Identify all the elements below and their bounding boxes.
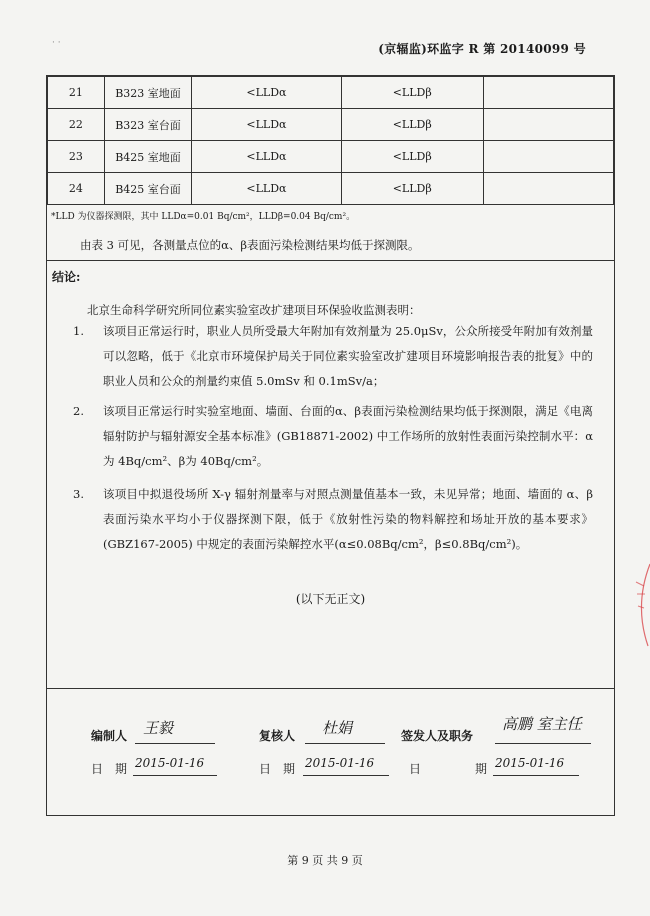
- item-number: 1.: [73, 324, 84, 338]
- remark-cell: [483, 173, 613, 205]
- compiler-label: 编制人: [91, 729, 128, 743]
- seal-stamp-fragment: [620, 560, 650, 650]
- issuer-date-label-b: 期: [475, 762, 488, 776]
- compiler-signature-line: [135, 743, 215, 744]
- lld-footnote: *LLD 为仪器探测限，其中 LLDα=0.01 Bq/cm²，LLDβ=0.04 Bq/cm²。: [51, 212, 356, 222]
- table-summary: 由表 3 可见，各测量点位的α、β表面污染检测结果均低于探测限。: [80, 238, 420, 252]
- compiler-date: 2015-01-16: [135, 756, 205, 770]
- item-text: 该项目正常运行时，职业人员所受最大年附加有效剂量为 25.0μSv，公众所接受年附加有效剂量可以忽略，低于《北京市环境保护局关于同位素实验室改扩建项目环境影响报告表的批复》中的职业人员和公众的剂量约束值 5.0mSv 和 0.1mSv/a；: [103, 324, 593, 388]
- signature-divider: [47, 688, 614, 689]
- compiler-date-label: 日 期: [91, 762, 128, 776]
- beta-result-cell: <LLDβ: [341, 173, 483, 205]
- location-cell: B323 室地面: [104, 77, 192, 109]
- item-text: 该项目正常运行时实验室地面、墙面、台面的α、β表面污染检测结果均低于探测限，满足《电离辐射防护与辐射源安全基本标准》(GB18871-2002) 中工作场所的放射性表面污染控制水平：α为 4Bq/cm²、β为 40Bq/cm²。: [103, 404, 593, 468]
- alpha-result-cell: <LLDα: [192, 77, 341, 109]
- item-number: 3.: [73, 487, 84, 501]
- punch-hole-mark: · ·: [52, 38, 61, 48]
- row-number-cell: 24: [48, 173, 105, 205]
- row-number-cell: 22: [48, 109, 105, 141]
- issuer-date-label-a: 日: [409, 762, 422, 776]
- conclusion-item: [73, 482, 593, 557]
- remark-cell: [483, 77, 613, 109]
- document-number: (京辐监)环监字 R 第 20140099 号: [378, 42, 586, 56]
- table-row: [48, 109, 614, 141]
- compiler-date-line: [133, 775, 217, 776]
- conclusion-intro: 北京生命科学研究所同位素实验室改扩建项目环保验收监测表明：: [87, 303, 421, 317]
- page-footer: 第 9 页 共 9 页: [287, 854, 363, 867]
- reviewer-date: 2015-01-16: [305, 756, 375, 770]
- page-frame: [46, 75, 615, 816]
- remark-cell: [483, 109, 613, 141]
- table-row: [48, 141, 614, 173]
- alpha-result-cell: <LLDα: [192, 109, 341, 141]
- table-row: [48, 173, 614, 205]
- issuer-signature-line: [495, 743, 591, 744]
- remark-cell: [483, 141, 613, 173]
- alpha-result-cell: <LLDα: [192, 141, 341, 173]
- issuer-date-line: [493, 775, 579, 776]
- reviewer-date-label: 日 期: [259, 762, 296, 776]
- reviewer-date-line: [303, 775, 389, 776]
- conclusion-item: [73, 319, 593, 394]
- row-number-cell: 21: [48, 77, 105, 109]
- conclusion-item: [73, 399, 593, 474]
- issuer-label: 签发人及职务: [401, 729, 474, 743]
- compiler-signature: 王毅: [143, 719, 174, 737]
- section-divider: [47, 260, 614, 261]
- item-text: 该项目中拟退役场所 X-γ 辐射剂量率与对照点测量值基本一致，未见异常；地面、墙面的 α、β表面污染水平均小于仪器探测下限，低于《放射性污染的物料解控和场址开放的基本要求》(GBZ167-2005) 中规定的表面污染解控水平(α≤0.08Bq/cm²，β≤0.8Bq/cm²)。: [103, 487, 593, 551]
- issuer-signature: 高鹏 室主任: [502, 715, 582, 733]
- location-cell: B425 室地面: [104, 141, 192, 173]
- row-number-cell: 23: [48, 141, 105, 173]
- location-cell: B425 室台面: [104, 173, 192, 205]
- reviewer-signature-line: [305, 743, 385, 744]
- issuer-date: 2015-01-16: [495, 756, 565, 770]
- item-number: 2.: [73, 404, 84, 418]
- reviewer-signature: 杜娟: [322, 719, 353, 737]
- reviewer-label: 复核人: [259, 729, 296, 743]
- table-row: [48, 77, 614, 109]
- conclusion-heading: 结论:: [52, 270, 81, 284]
- beta-result-cell: <LLDβ: [341, 77, 483, 109]
- measurement-table: [47, 76, 614, 205]
- end-of-text-note: (以下无正文): [295, 592, 366, 606]
- beta-result-cell: <LLDβ: [341, 109, 483, 141]
- alpha-result-cell: <LLDα: [192, 173, 341, 205]
- location-cell: B323 室台面: [104, 109, 192, 141]
- beta-result-cell: <LLDβ: [341, 141, 483, 173]
